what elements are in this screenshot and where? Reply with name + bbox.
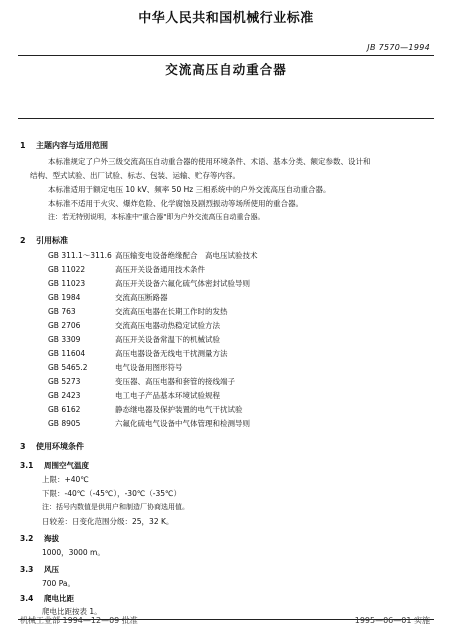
section-title: 引用标准 — [36, 236, 68, 245]
ref-title: 高压开关设备六氟化硫气体密封试验导则 — [115, 279, 250, 288]
ref-code: GB 11022 — [48, 265, 86, 274]
ref-code: GB 11023 — [48, 279, 86, 288]
subsection-3-1 — [20, 462, 89, 470]
section-number: 1 — [20, 141, 26, 150]
header-rule — [18, 55, 434, 56]
approval-date: 机械工业部 1994—12—09 批准 — [20, 616, 138, 625]
subsection-3-2 — [20, 535, 59, 543]
subsection-title: 海拔 — [44, 534, 59, 543]
ref-title: 电气设备用图形符号 — [115, 363, 183, 372]
paragraph: 本标准规定了户外三级交流高压自动重合器的使用环境条件、术语、基本分类、额定参数、设计和 — [48, 157, 371, 166]
body-line: 上限：+40℃ — [42, 475, 89, 484]
ref-title: 高压输变电设备绝缘配合 高电压试验技术 — [115, 251, 258, 260]
ref-code: GB 2423 — [48, 391, 81, 400]
paragraph: 本标准适用于额定电压 10 kV、频率 50 Hz 三相系统中的户外交流高压自动重合器。 — [48, 185, 331, 194]
note: 注：若无特别说明，本标准中"重合器"即为户外交流高压自动重合器。 — [48, 213, 265, 221]
section-number: 2 — [20, 236, 26, 245]
subsection-3-4 — [20, 595, 74, 603]
ref-title: 交流高压断路器 — [115, 293, 168, 302]
section-title: 主题内容与适用范围 — [36, 141, 108, 150]
ref-title: 电工电子产品基本环境试验规程 — [115, 391, 220, 400]
subsection-number: 3.3 — [20, 565, 34, 574]
ref-title: 高压电器设备无线电干扰测量方法 — [115, 349, 228, 358]
title-rule — [18, 118, 434, 119]
ref-code: GB 8905 — [48, 419, 81, 428]
subsection-title: 爬电比距 — [44, 594, 74, 603]
ref-title: 静态继电器及保护装置的电气干扰试验 — [115, 405, 243, 414]
ref-title: 高压开关设备通用技术条件 — [115, 265, 205, 274]
subsection-number: 3.1 — [20, 461, 34, 470]
ref-title: 交流高压电器动热稳定试验方法 — [115, 321, 220, 330]
standard-code: JB 7570—1994 — [367, 43, 430, 52]
body-line: 下限：-40℃（-45℃），-30℃（-35℃） — [42, 489, 181, 498]
ref-title: 六氟化硫电气设备中气体管理和检测导则 — [115, 419, 250, 428]
subsection-number: 3.2 — [20, 534, 34, 543]
body-line: 700 Pa。 — [42, 579, 75, 588]
ref-title: 高压开关设备常温下的机械试验 — [115, 335, 220, 344]
ref-code: GB 763 — [48, 307, 76, 316]
ref-code: GB 311.1～311.6 — [48, 251, 112, 260]
ref-code: GB 1984 — [48, 293, 81, 302]
subsection-title: 周围空气温度 — [44, 461, 89, 470]
standard-header: 中华人民共和国机械行业标准 — [138, 11, 314, 26]
ref-title: 交流高压电器在长期工作时的发热 — [115, 307, 228, 316]
document-title: 交流高压自动重合器 — [165, 62, 287, 77]
body-line: 日较差：日变化范围分级：25，32 K。 — [42, 517, 174, 526]
section-title: 使用环境条件 — [36, 442, 84, 451]
section-3-heading — [20, 443, 84, 451]
subsection-title: 风压 — [44, 565, 59, 574]
ref-code: GB 6162 — [48, 405, 81, 414]
ref-code: GB 2706 — [48, 321, 81, 330]
ref-code: GB 5465.2 — [48, 363, 88, 372]
body-line: 爬电比距按表 1。 — [42, 607, 102, 616]
subsection-3-3 — [20, 566, 59, 574]
ref-title: 变压器、高压电器和套管的接线端子 — [115, 377, 235, 386]
body-line: 1000，3000 m。 — [42, 548, 105, 557]
paragraph: 本标准不适用于火灾、爆炸危险、化学腐蚀及剧烈振动等场所使用的重合器。 — [48, 199, 303, 208]
subsection-number: 3.4 — [20, 594, 34, 603]
implementation-date: 1995—06—01 实施 — [354, 616, 430, 625]
section-1-heading — [20, 142, 108, 150]
ref-code: GB 11604 — [48, 349, 86, 358]
ref-code: GB 3309 — [48, 335, 81, 344]
ref-code: GB 5273 — [48, 377, 81, 386]
section-number: 3 — [20, 442, 26, 451]
section-2-heading — [20, 237, 68, 245]
note: 注：括号内数值是供用户和制造厂协商选用值。 — [42, 503, 189, 511]
paragraph: 结构、型式试验、出厂试验、标志、包装、运输、贮存等内容。 — [30, 171, 240, 180]
